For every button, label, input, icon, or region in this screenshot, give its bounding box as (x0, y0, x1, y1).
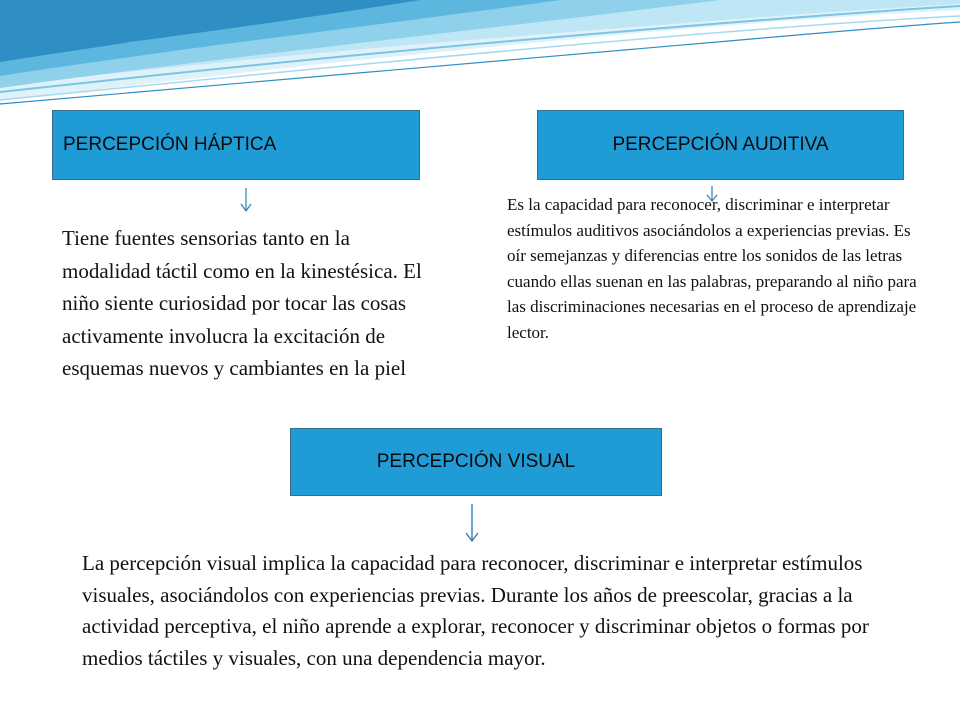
box-percepcion-visual (290, 428, 662, 496)
arrow-down-icon (238, 186, 254, 214)
box-label-auditiva: PERCEPCIÓN AUDITIVA (612, 134, 829, 155)
arrow-down-icon (464, 502, 480, 544)
box-percepcion-auditiva (537, 110, 904, 180)
box-label-visual: PERCEPCIÓN VISUAL (376, 451, 576, 472)
box-label-haptica: PERCEPCIÓN HÁPTICA (63, 134, 277, 155)
description-haptica: Tiene fuentes sensorias tanto en la modalidad táctil como en la kinestésica. El niño siente curiosidad por tocar las cosas activamente involucra la excitación de esquemas nuevos y cambiantes en la piel (62, 226, 422, 380)
description-auditiva: Es la capacidad para reconocer, discriminar e interpretar estímulos auditivos asociándolos a experiencias previas. Es oír semejanzas y diferencias entre los sonidos de las letras cuando ellas suenan en las palabras, preparando al niño para las discriminaciones necesarias en el proceso de aprendizaje lector. (507, 195, 917, 342)
header-wave-decoration (0, 0, 960, 120)
box-percepcion-haptica (52, 110, 420, 180)
description-visual: La percepción visual implica la capacidad para reconocer, discriminar e interpretar estímulos visuales, asociándolos con experiencias previas. Durante los años de preescolar, gracias a la actividad perceptiva, el niño aprende a explorar, reconocer y discriminar objetos o formas por medios táctiles y visuales, con una dependencia mayor. (82, 551, 869, 670)
